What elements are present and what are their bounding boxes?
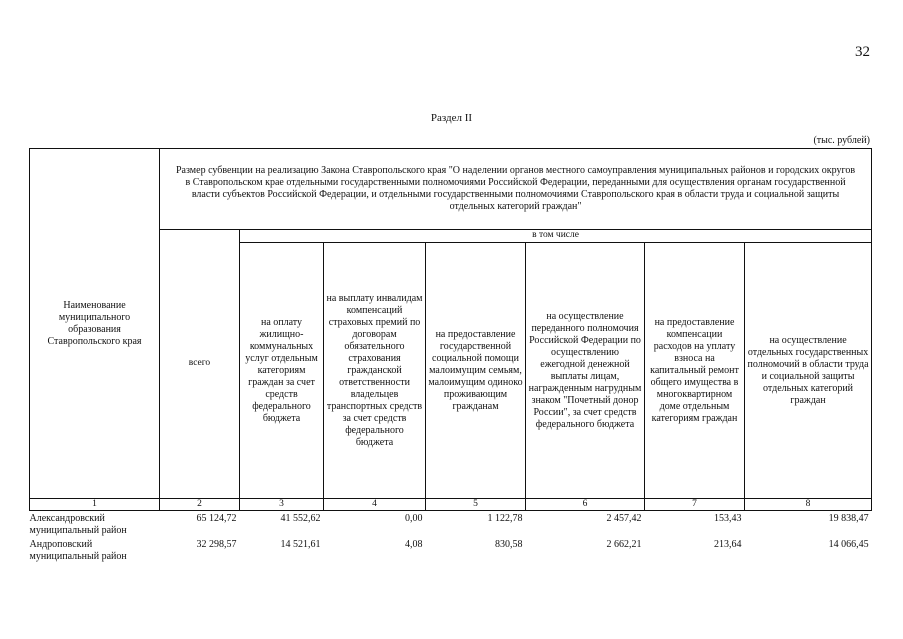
table-cell: 4,08	[405, 539, 423, 551]
column-number: 7	[645, 499, 745, 511]
table-cell: 65 124,72	[160, 511, 240, 538]
column-header-6: на осуществление переданного полномочия Российской Федерации по осуществлению ежегодной денежной выплаты лицам, награжденным нагрудным знаком "Почетный донор России", за счет средств федерального бюджета	[526, 243, 645, 499]
table-main-title: Размер субвенции на реализацию Закона Ставропольского края "О наделении органов местного самоуправления муниципальных районов и городских округов в Ставропольском крае отдельными государственными полномочиями Российской Федерации, переданными для осуществления органам государственной власти субъектов Российской Федерации, и отдельными государственными полномочиями Ставропольского края в области труда и социальной защиты отдельных категорий граждан"	[160, 149, 872, 230]
column-header-4: на выплату инвалидам компенсаций страховых премий по договорам обязательного страхования гражданской ответственности владельцев транспортных средств за счет средств федерального бюджета	[324, 243, 426, 499]
column-number: 4	[324, 499, 426, 511]
municipality-name: Александровский муниципальный район	[30, 511, 160, 538]
column-number: 8	[745, 499, 872, 511]
municipality-name: Андроповский муниципальный район	[29, 539, 127, 563]
section-title: Раздел II	[430, 112, 473, 124]
table-cell: 14 066,45	[828, 539, 869, 551]
table-row	[30, 511, 872, 538]
subvention-table	[29, 148, 872, 563]
page-number: 32	[855, 44, 870, 60]
column-numbers-row	[30, 499, 872, 511]
column-number: 3	[240, 499, 324, 511]
column-header-7: на предоставление компенсации расходов на уплату взноса на капитальный ремонт общего имущества в многоквартирном доме отдельным категориям граждан	[645, 243, 745, 499]
column-number: 5	[426, 499, 526, 511]
table-cell: 32 298,57	[196, 539, 237, 551]
table-cell: 2 662,21	[606, 539, 642, 551]
municipality-column-header: Наименование муниципального образования Ставропольского края	[30, 149, 160, 499]
table-cell: 153,43	[645, 511, 745, 538]
table-row	[30, 537, 872, 563]
table-cell: 1 122,78	[426, 511, 526, 538]
column-header-5: на предоставление государственной социальной помощи малоимущим семьям, малоимущим одиноко проживающим гражданам	[426, 243, 526, 499]
table-cell: 2 457,42	[526, 511, 645, 538]
column-header-3: на оплату жилищно-коммунальных услуг отдельным категориям граждан за счет средств федерального бюджета	[240, 243, 324, 499]
units-label: (тыс. рублей)	[813, 135, 870, 146]
table-cell: 830,58	[495, 539, 523, 551]
column-number: 2	[160, 499, 240, 511]
table-cell: 14 521,61	[280, 539, 321, 551]
including-header: в том числе	[240, 230, 872, 243]
column-number: 6	[526, 499, 645, 511]
table-cell: 0,00	[324, 511, 426, 538]
table-cell: 19 838,47	[745, 511, 872, 538]
table-cell: 41 552,62	[240, 511, 324, 538]
total-column-header: всего	[160, 230, 240, 499]
table-header-row	[30, 149, 872, 230]
column-number: 1	[30, 499, 160, 511]
table-cell: 213,64	[714, 539, 742, 551]
column-header-8: на осуществление отдельных государственных полномочий в области труда и социальной защиты отдельных категорий граждан	[745, 243, 872, 499]
